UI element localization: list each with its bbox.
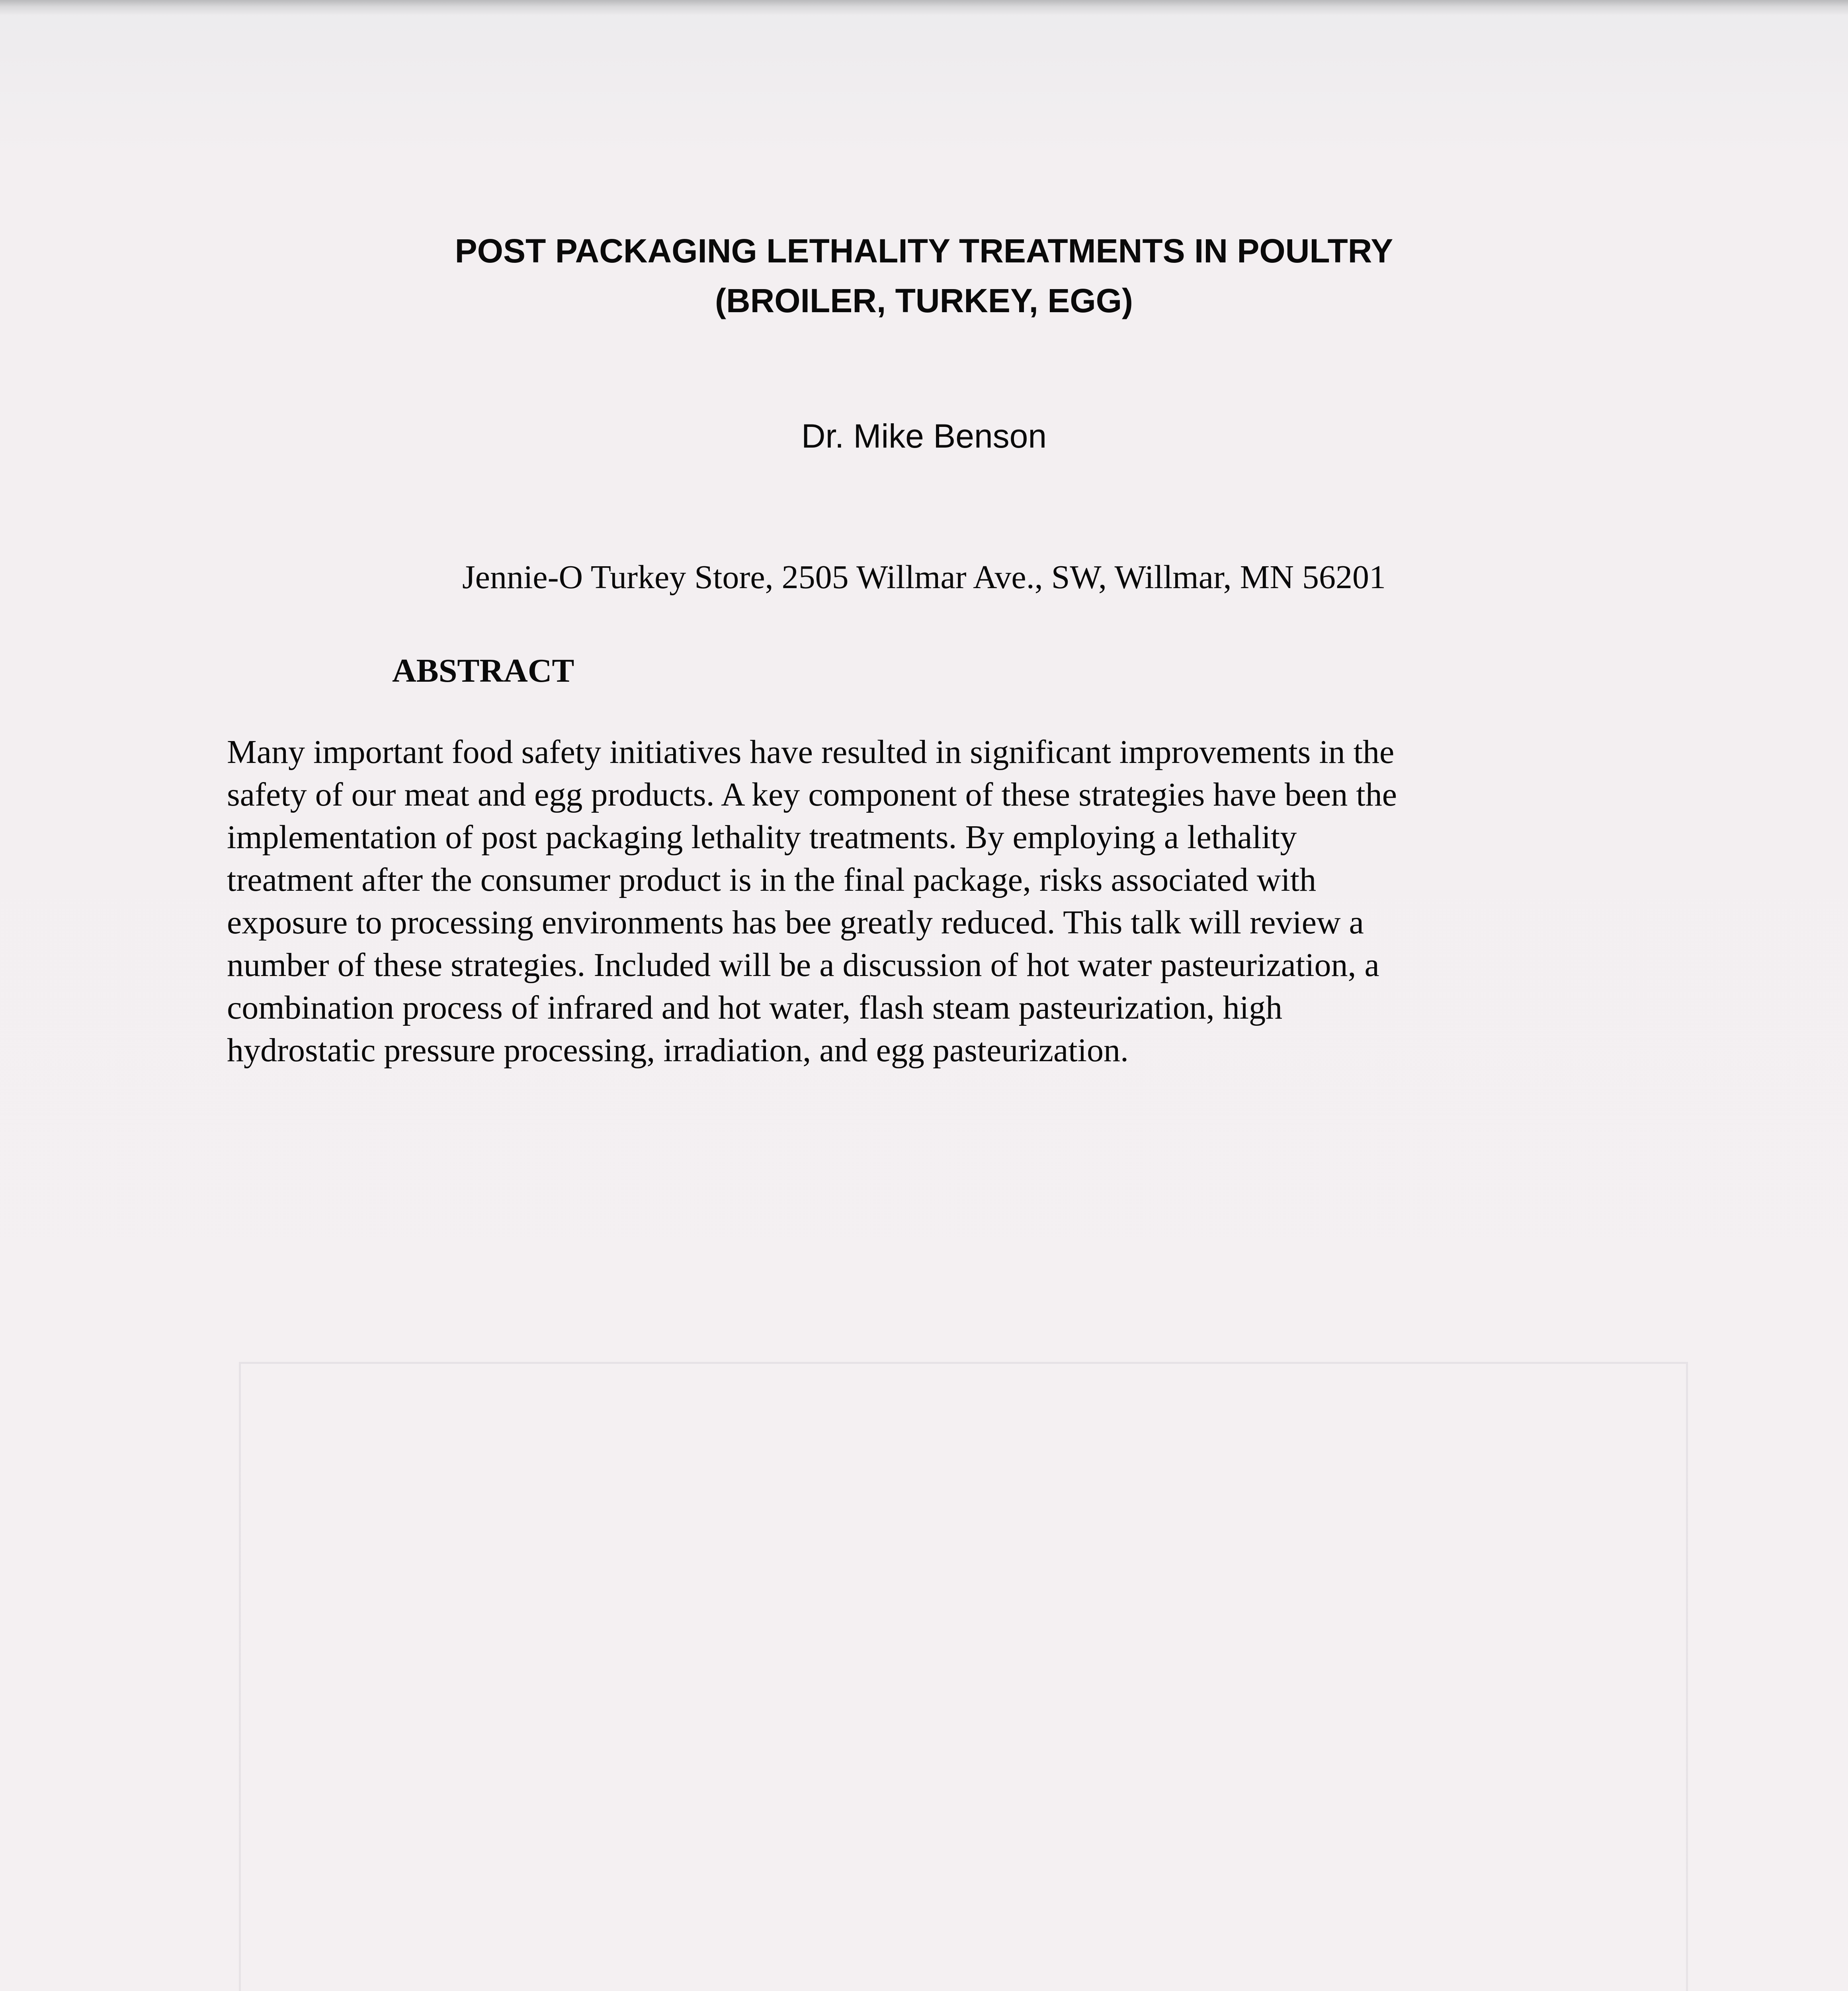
abstract-line: Many important food safety initiatives have resulted in significant improvements in the (227, 733, 1395, 771)
abstract-body (227, 731, 1644, 1072)
author-affiliation: Jennie-O Turkey Store, 2505 Willmar Ave., SW, Willmar, MN 56201 (462, 559, 1386, 596)
abstract-line: implementation of post packaging lethality treatments. By employing a lethality (227, 819, 1297, 856)
page-top-edge (0, 0, 1848, 15)
paper-title-line-1: POST PACKAGING LETHALITY TREATMENTS IN POULTRY (455, 232, 1393, 270)
abstract-heading: ABSTRACT (392, 652, 574, 689)
author-name: Dr. Mike Benson (801, 417, 1047, 455)
abstract-line: hydrostatic pressure processing, irradiation, and egg pasteurization. (227, 1032, 1129, 1069)
abstract-line: number of these strategies. Included will be a discussion of hot water pasteurization, a (227, 947, 1379, 984)
abstract-line: combination process of infrared and hot water, flash steam pasteurization, high (227, 989, 1283, 1026)
abstract-line: treatment after the consumer product is in the final package, risks associated with (227, 861, 1317, 898)
show-through-table-outline (239, 1362, 1688, 1991)
paper-title-line-2: (BROILER, TURKEY, EGG) (715, 282, 1133, 319)
abstract-line: exposure to processing environments has bee greatly reduced. This talk will review a (227, 904, 1364, 941)
abstract-line: safety of our meat and egg products. A key component of these strategies have been the (227, 776, 1397, 813)
